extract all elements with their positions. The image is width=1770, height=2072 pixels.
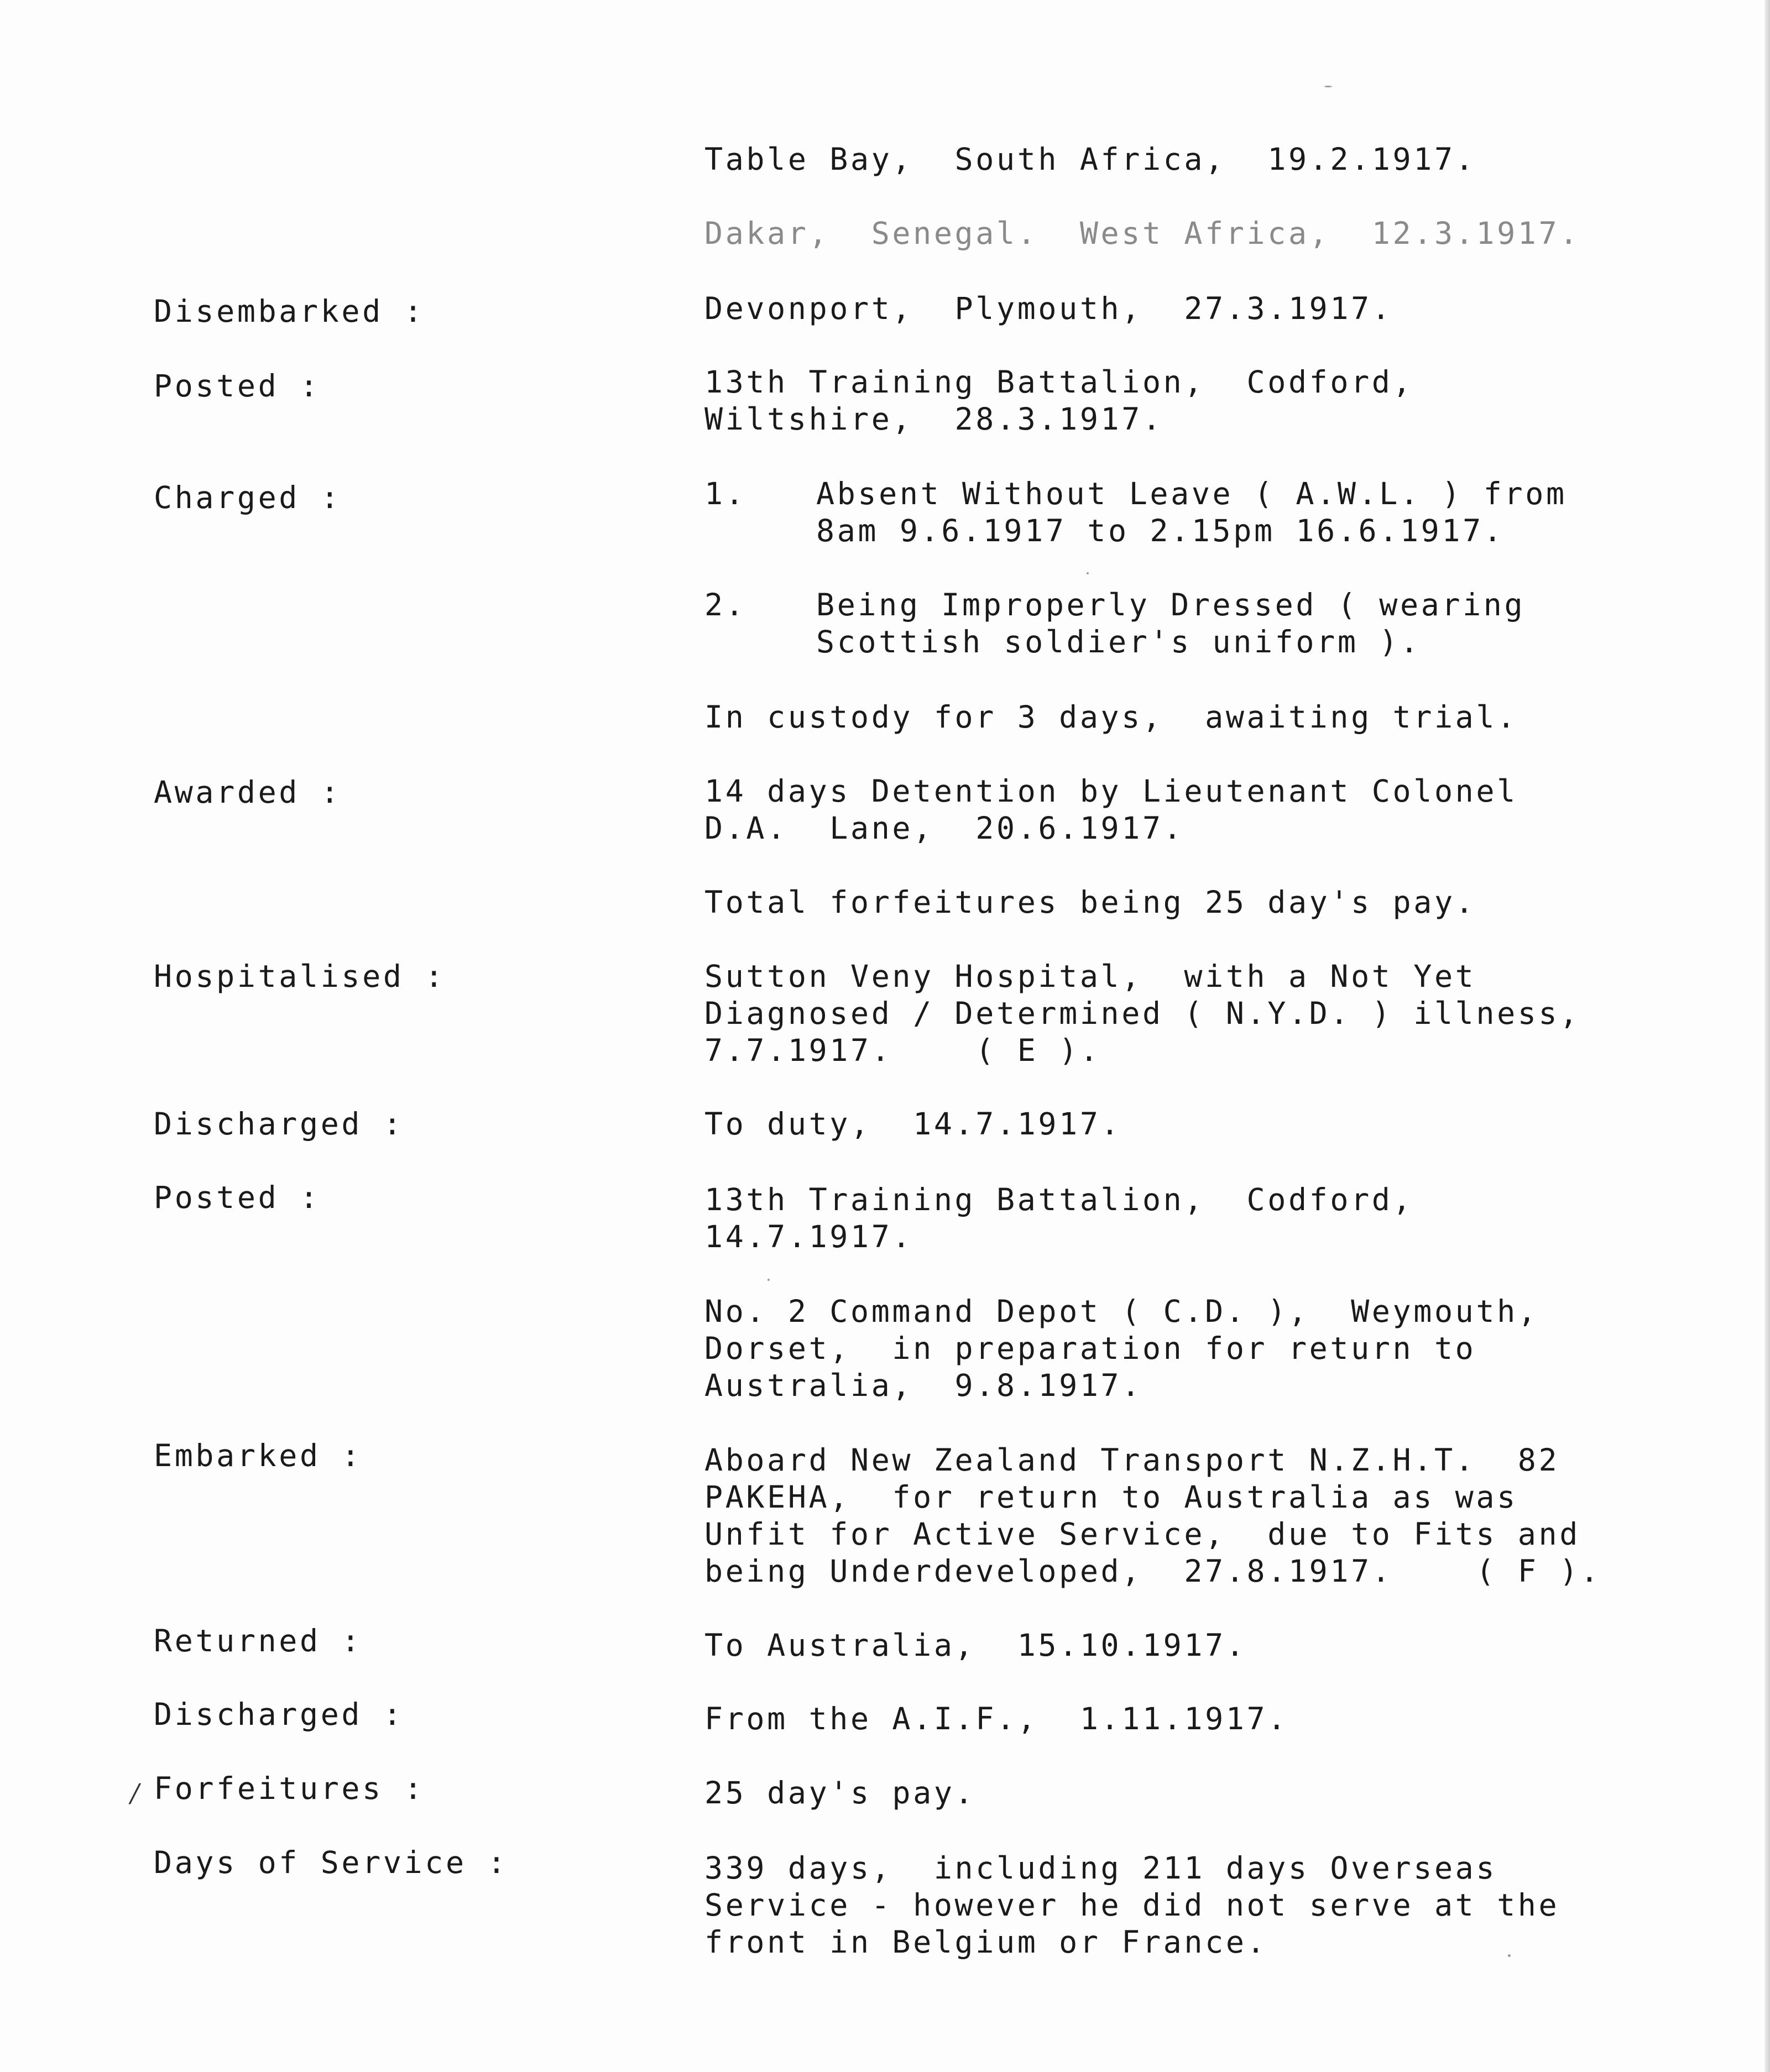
charged-label: Charged : xyxy=(154,480,342,515)
days-of-service-line: 339 days, including 211 days Overseas xyxy=(704,1850,1497,1886)
voyage-stop-dakar: Dakar, Senegal. West Africa, 12.3.1917. xyxy=(704,216,1580,251)
depot-line: Dorset, in preparation for return to xyxy=(704,1331,1476,1366)
hospitalised-line: Sutton Veny Hospital, with a Not Yet xyxy=(704,959,1476,994)
depot-line: Australia, 9.8.1917. xyxy=(704,1368,1142,1403)
posted-line: 13th Training Battalion, Codford, xyxy=(704,364,1414,400)
awarded-line: D.A. Lane, 20.6.1917. xyxy=(704,810,1184,846)
voyage-stop-table-bay: Table Bay, South Africa, 19.2.1917. xyxy=(704,142,1476,177)
embarked-line: Aboard New Zealand Transport N.Z.H.T. 82 xyxy=(704,1442,1560,1478)
forfeitures-value: 25 day's pay. xyxy=(704,1775,976,1811)
charge-line: Being Improperly Dressed ( wearing xyxy=(816,587,1526,622)
disembarked-label: Disembarked : xyxy=(154,294,425,329)
charge-line: Absent Without Leave ( A.W.L. ) from xyxy=(816,476,1567,511)
embarked-line: being Underdeveloped, 27.8.1917. ( F ). xyxy=(704,1553,1601,1589)
scan-speck xyxy=(1087,572,1089,574)
page-edge-shadow xyxy=(1764,0,1770,2072)
scan-speck xyxy=(1324,86,1332,87)
days-of-service-line: front in Belgium or France. xyxy=(704,1924,1268,1960)
days-of-service-line: Service - however he did not serve at the xyxy=(704,1887,1560,1923)
posted-line: 14.7.1917. xyxy=(704,1219,913,1254)
posted-label: Posted : xyxy=(154,1180,321,1215)
returned-value: To Australia, 15.10.1917. xyxy=(704,1628,1247,1663)
embarked-label: Embarked : xyxy=(154,1438,363,1473)
disembarked-value: Devonport, Plymouth, 27.3.1917. xyxy=(704,291,1393,326)
discharged-label: Discharged : xyxy=(154,1697,404,1732)
hospitalised-line: Diagnosed / Determined ( N.Y.D. ) illness, xyxy=(704,996,1580,1031)
posted-line: 13th Training Battalion, Codford, xyxy=(704,1182,1414,1217)
charge-line: Scottish soldier's uniform ). xyxy=(816,624,1421,660)
forfeiture-note: Total forfeitures being 25 day's pay. xyxy=(704,885,1476,920)
hospitalised-line: 7.7.1917. ( E ). xyxy=(704,1033,1101,1068)
embarked-line: PAKEHA, for return to Australia as was xyxy=(704,1479,1518,1515)
posted-label: Posted : xyxy=(154,368,321,404)
margin-pen-mark: / xyxy=(130,1778,139,1808)
scan-speck xyxy=(767,1279,770,1281)
posted-line: Wiltshire, 28.3.1917. xyxy=(704,401,1163,437)
awarded-line: 14 days Detention by Lieutenant Colonel xyxy=(704,773,1518,809)
awarded-label: Awarded : xyxy=(154,775,342,810)
charge-line: 8am 9.6.1917 to 2.15pm 16.6.1917. xyxy=(816,513,1505,548)
charge-number: 1. xyxy=(704,476,746,511)
scan-speck xyxy=(1508,1954,1511,1957)
discharged-value: From the A.I.F., 1.11.1917. xyxy=(704,1701,1288,1736)
hospitalised-label: Hospitalised : xyxy=(154,959,446,994)
returned-label: Returned : xyxy=(154,1623,363,1658)
forfeitures-label: Forfeitures : xyxy=(154,1771,425,1806)
discharged-value: To duty, 14.7.1917. xyxy=(704,1106,1122,1142)
charge-number: 2. xyxy=(704,587,746,622)
days-of-service-label: Days of Service : xyxy=(154,1845,509,1880)
custody-note: In custody for 3 days, awaiting trial. xyxy=(704,699,1518,735)
embarked-line: Unfit for Active Service, due to Fits and xyxy=(704,1516,1580,1552)
depot-line: No. 2 Command Depot ( C.D. ), Weymouth, xyxy=(704,1294,1539,1329)
discharged-label: Discharged : xyxy=(154,1106,404,1142)
